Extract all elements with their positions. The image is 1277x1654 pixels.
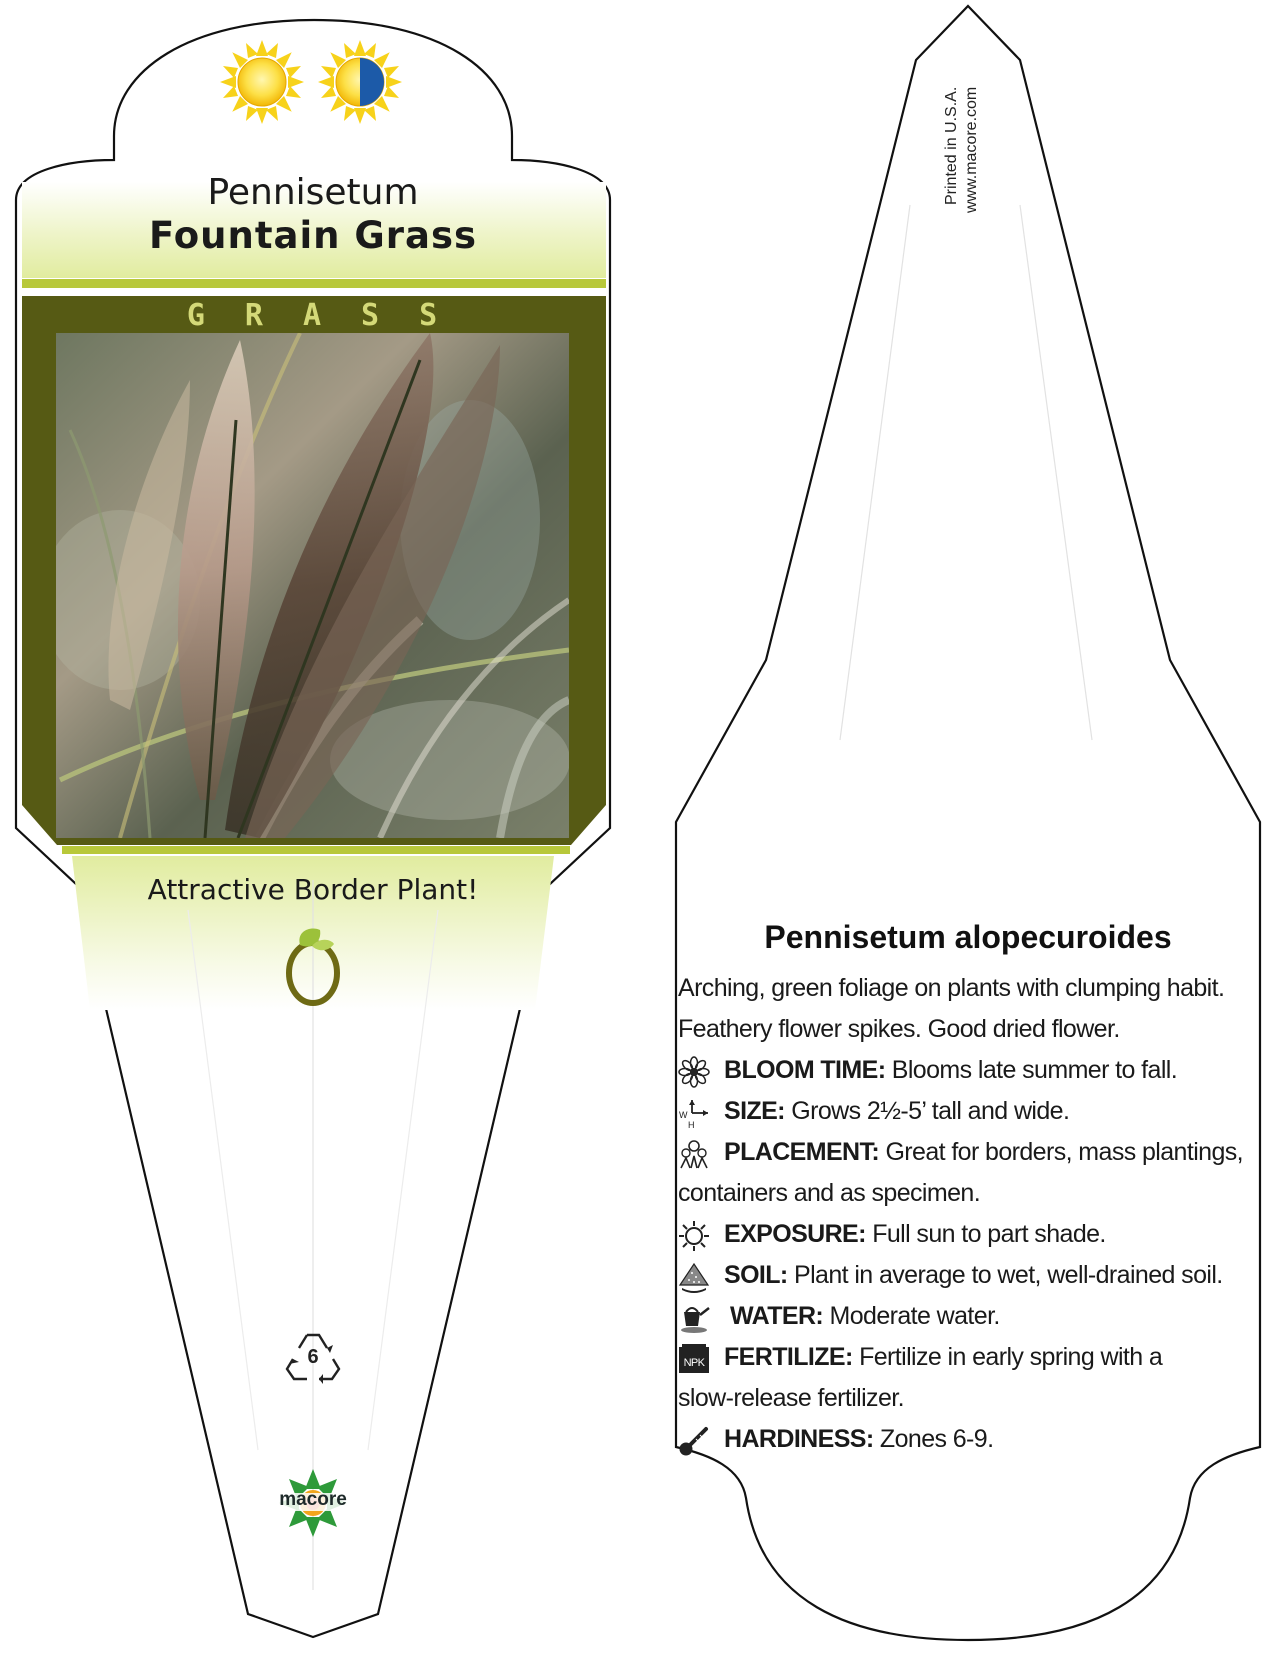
- flower-icon: [678, 1056, 710, 1088]
- care-placement: PLACEMENT: Great for borders, mass plantings,: [678, 1132, 1248, 1173]
- plant-photo: [40, 333, 570, 838]
- printer-info: [943, 45, 980, 215]
- size-arrows-icon: [678, 1097, 710, 1129]
- description-line-1: Arching, green foliage on plants with clumping habit.: [678, 974, 1225, 1002]
- printed-in: Printed in U.S.A.: [943, 86, 960, 205]
- care-bloom-time: BLOOM TIME: Blooms late summer to fall.: [678, 1050, 1248, 1091]
- footer-rule: [62, 846, 570, 854]
- website: www.macore.com: [963, 86, 980, 213]
- brand-name: macore: [279, 1489, 347, 1510]
- plant-category: GRASS: [186, 298, 478, 333]
- header-rule: [22, 279, 606, 288]
- part-sun-icon: [318, 40, 402, 124]
- soil-icon: [678, 1261, 710, 1293]
- care-fertilize-cont: slow-release fertilizer.: [678, 1384, 904, 1412]
- thermometer-icon: [678, 1425, 710, 1457]
- watering-can-icon: [678, 1302, 710, 1334]
- care-size: W H SIZE: Grows 2½-5’ tall and wide.: [679, 1097, 1070, 1129]
- svg-text:W: W: [679, 1110, 687, 1120]
- care-water: WATER: Moderate water.: [678, 1296, 1248, 1337]
- care-hardiness: HARDINESS: Zones 6-9.: [678, 1419, 1248, 1460]
- description-line-2: Feathery flower spikes. Good dried flower.: [678, 1015, 1120, 1043]
- svg-text:H: H: [688, 1120, 694, 1129]
- svg-text:NPK: NPK: [683, 1357, 705, 1369]
- care-fertilize: NPK FERTILIZE: Fertilize in early spring with a: [678, 1337, 1248, 1378]
- botanical-name: Pennisetum alopecuroides: [764, 919, 1172, 955]
- common-name: Fountain Grass: [148, 214, 478, 257]
- tagline: Attractive Border Plant!: [147, 873, 479, 906]
- care-instructions: [678, 968, 1248, 1460]
- care-soil: SOIL: Plant in average to wet, well-drained soil.: [678, 1255, 1248, 1296]
- placement-icon: [678, 1138, 710, 1170]
- sun-icon: [678, 1220, 710, 1252]
- recycle-code: 6: [307, 1346, 319, 1368]
- npk-icon: [678, 1343, 710, 1375]
- care-exposure: EXPOSURE: Full sun to part shade.: [678, 1214, 1248, 1255]
- care-placement-cont: containers and as specimen.: [678, 1179, 981, 1207]
- full-sun-icon: [220, 40, 304, 124]
- common-name-genus: Pennisetum: [207, 172, 419, 213]
